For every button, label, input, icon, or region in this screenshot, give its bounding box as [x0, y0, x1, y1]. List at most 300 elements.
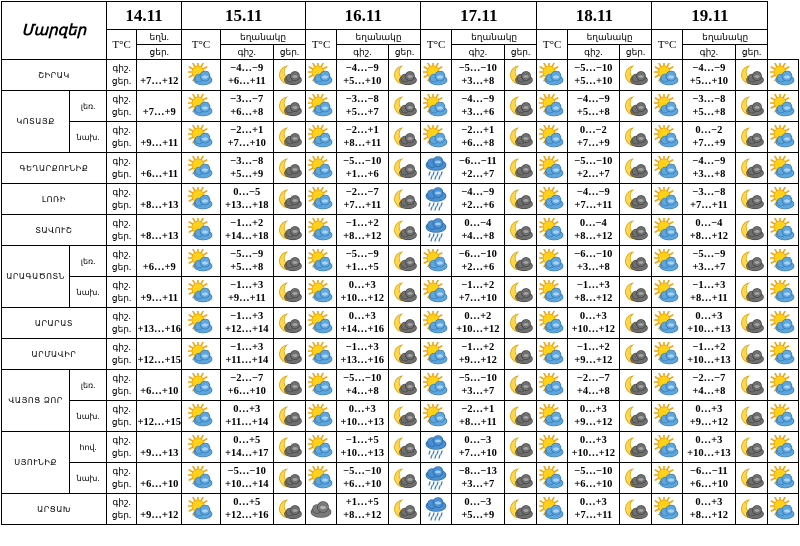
partly-cloudy-sun-icon	[768, 125, 798, 149]
night-temp: −4…−9	[461, 187, 495, 198]
moon-cloud-icon	[389, 156, 421, 180]
temperature-value	[567, 463, 619, 494]
day-temp: +5…+10	[343, 76, 382, 87]
temperature-value	[220, 339, 273, 370]
night-day-label	[106, 215, 137, 246]
temperature-value	[220, 153, 273, 184]
day-label: ցեր.	[111, 169, 132, 179]
night-temp: −1…+2	[576, 342, 610, 353]
weather-night-cell	[735, 401, 768, 432]
temperature-value	[220, 122, 273, 153]
day-temp: +8…+12	[689, 231, 728, 242]
date-header: 15.11	[182, 2, 306, 30]
partly-cloudy-sun-icon	[306, 280, 336, 304]
weather-night-cell	[273, 153, 306, 184]
day-temp: +9…+13	[140, 448, 179, 459]
temperature-value	[567, 432, 619, 463]
weather-night-cell	[388, 277, 421, 308]
day-temp: +8…+11	[343, 138, 382, 149]
night-temp: −5…−10	[343, 373, 382, 384]
day-temp: +10…+13	[340, 417, 385, 428]
temp-col-header: T°C	[106, 30, 137, 60]
partly-cloudy-sun-icon	[537, 404, 567, 428]
partly-cloudy-sun-icon	[182, 280, 220, 304]
day-temp: +7…+11	[574, 200, 613, 211]
partly-cloudy-sun-icon	[652, 156, 682, 180]
temperature-value	[682, 370, 735, 401]
day-temp: +6…+9	[142, 262, 176, 273]
region-name: ԱՐՑԱԽ	[2, 494, 107, 525]
date-header: 18.11	[537, 2, 652, 30]
weather-night-cell	[273, 246, 306, 277]
weather-day-cell	[652, 60, 683, 91]
weather-night-cell	[619, 60, 652, 91]
day-temp: +7…+11	[343, 200, 382, 211]
weather-night-cell	[735, 122, 768, 153]
region-name: ԿՈՏԱՅՔ	[2, 91, 70, 153]
temperature-value	[220, 401, 273, 432]
partly-cloudy-sun-icon	[537, 63, 567, 87]
temperature-value	[567, 184, 619, 215]
temperature-value	[567, 339, 619, 370]
partly-cloudy-sun-icon	[537, 218, 567, 242]
weather-day-cell	[537, 184, 568, 215]
day-temp: +8…+12	[574, 293, 613, 304]
weather-night-cell	[504, 494, 537, 525]
partly-cloudy-sun-icon	[652, 187, 682, 211]
night-temp: −3…−8	[345, 94, 379, 105]
partly-cloudy-sun-icon	[306, 342, 336, 366]
weather-day-cell	[537, 215, 568, 246]
day-temp: +13…+18	[225, 200, 269, 211]
weather-night-cell	[388, 91, 421, 122]
night-temp: −6…−11	[458, 156, 497, 167]
weather-day-cell	[768, 370, 799, 401]
night-day-label	[106, 401, 137, 432]
night-temp: −2…+1	[230, 125, 264, 136]
moon-cloud-icon	[389, 466, 421, 490]
weather-col-header: եղն.	[137, 30, 182, 45]
weather-night-cell	[735, 215, 768, 246]
weather-subheader-night: գիշ.	[336, 45, 388, 60]
weather-day-cell	[306, 401, 337, 432]
region-row	[2, 432, 799, 463]
night-temp: −2…−7	[576, 373, 610, 384]
region-name: ԱՐԱՐԱՏ	[2, 308, 107, 339]
night-temp: 0…+3	[348, 404, 376, 415]
moon-cloud-icon	[274, 342, 306, 366]
weather-day-cell	[768, 432, 799, 463]
rain-cloud-icon	[421, 156, 451, 180]
day-temp: +4…+8	[576, 386, 610, 397]
weather-day-cell	[421, 432, 452, 463]
partly-cloudy-sun-icon	[537, 156, 567, 180]
partly-cloudy-sun-icon	[421, 404, 451, 428]
weather-night-cell	[388, 60, 421, 91]
weather-col-header: եղանակը	[220, 30, 306, 45]
temperature-value	[336, 370, 388, 401]
partly-cloudy-sun-icon	[182, 249, 220, 273]
night-label: գիշ.	[112, 249, 131, 259]
weather-day-cell	[652, 463, 683, 494]
weather-day-cell	[768, 91, 799, 122]
weather-day-cell	[537, 122, 568, 153]
weather-day-cell	[768, 153, 799, 184]
subregion-label: նախ.	[70, 463, 107, 494]
moon-cloud-icon	[505, 187, 537, 211]
temperature-value	[220, 246, 273, 277]
temperature-value	[137, 215, 182, 246]
night-day-label	[106, 153, 137, 184]
weather-night-cell	[735, 463, 768, 494]
night-temp: 0…−3	[464, 435, 492, 446]
temperature-value	[220, 277, 273, 308]
day-temp: +12…+15	[137, 417, 181, 428]
temperature-value	[336, 60, 388, 91]
subregion-label: հով.	[70, 432, 107, 463]
partly-cloudy-sun-icon	[537, 280, 567, 304]
date-header: 17.11	[421, 2, 537, 30]
night-day-label	[106, 277, 137, 308]
temp-col-header: T°C	[421, 30, 452, 60]
temperature-value	[336, 494, 388, 525]
weather-subheader-night: գիշ.	[682, 45, 735, 60]
temperature-value	[682, 246, 735, 277]
weather-day-cell	[768, 215, 799, 246]
moon-cloud-icon	[505, 63, 537, 87]
weather-cell	[182, 60, 221, 91]
partly-cloudy-sun-icon	[768, 404, 798, 428]
weather-cell	[182, 153, 221, 184]
night-temp: −1…+5	[345, 435, 379, 446]
day-temp: +5…+8	[692, 107, 726, 118]
weather-day-cell	[421, 463, 452, 494]
partly-cloudy-sun-icon	[768, 373, 798, 397]
partly-cloudy-sun-icon	[652, 125, 682, 149]
weather-col-header: եղանակը	[567, 30, 651, 45]
night-temp: −2…−7	[230, 373, 264, 384]
temperature-value	[137, 339, 182, 370]
temperature-value	[336, 153, 388, 184]
weather-night-cell	[388, 122, 421, 153]
moon-cloud-icon	[736, 280, 768, 304]
moon-cloud-icon	[389, 342, 421, 366]
partly-cloudy-sun-icon	[537, 187, 567, 211]
moon-cloud-icon	[505, 218, 537, 242]
temperature-value	[451, 215, 504, 246]
weather-night-cell	[273, 122, 306, 153]
night-temp: −1…+3	[230, 342, 264, 353]
night-day-label	[106, 91, 137, 122]
region-row	[2, 494, 799, 525]
temperature-value	[336, 277, 388, 308]
night-temp: −5…−10	[458, 63, 497, 74]
partly-cloudy-sun-icon	[182, 497, 220, 521]
day-temp: +3…+6	[461, 107, 495, 118]
day-temp: +10…+12	[571, 324, 616, 335]
weather-day-cell	[537, 277, 568, 308]
weather-night-cell	[619, 122, 652, 153]
moon-cloud-icon	[389, 280, 421, 304]
weather-day-cell	[652, 370, 683, 401]
day-temp: +3…+7	[692, 262, 726, 273]
weather-night-cell	[735, 339, 768, 370]
day-temp: +8…+12	[574, 231, 613, 242]
weather-night-cell	[619, 246, 652, 277]
moon-cloud-icon	[505, 249, 537, 273]
moon-cloud-icon	[505, 125, 537, 149]
partly-cloudy-sun-icon	[652, 497, 682, 521]
moon-cloud-icon	[736, 94, 768, 118]
moon-cloud-icon	[620, 280, 652, 304]
moon-cloud-icon	[389, 218, 421, 242]
region-name: ՎԱՅՈՑ ՁՈՐ	[2, 370, 70, 432]
moon-cloud-icon	[505, 435, 537, 459]
weather-day-cell	[652, 215, 683, 246]
moon-cloud-icon	[274, 156, 306, 180]
temperature-value	[137, 463, 182, 494]
partly-cloudy-sun-icon	[768, 63, 798, 87]
day-temp: +14…+18	[225, 231, 269, 242]
day-label: ցեր.	[111, 262, 132, 272]
weather-day-cell	[652, 339, 683, 370]
night-day-label	[106, 246, 137, 277]
partly-cloudy-sun-icon	[182, 125, 220, 149]
day-temp: +5…+10	[689, 76, 728, 87]
day-temp: +1…+5	[345, 262, 379, 273]
weather-night-cell	[504, 432, 537, 463]
weather-cell	[182, 215, 221, 246]
partly-cloudy-sun-icon	[306, 63, 336, 87]
day-temp: +6…+8	[230, 107, 264, 118]
weather-night-cell	[619, 370, 652, 401]
day-temp: +4…+8	[461, 231, 495, 242]
moon-cloud-icon	[274, 435, 306, 459]
temperature-value	[137, 122, 182, 153]
weather-cell	[182, 184, 221, 215]
day-temp: +5…+8	[230, 262, 264, 273]
weather-day-cell	[768, 184, 799, 215]
day-temp: +4…+8	[345, 386, 379, 397]
temperature-value	[137, 432, 182, 463]
weather-day-cell	[306, 122, 337, 153]
day-temp: +5…+7	[345, 107, 379, 118]
day-temp: +8…+13	[140, 200, 179, 211]
weather-subheader-day: ցեր.	[504, 45, 537, 60]
night-temp: −3…−8	[692, 187, 726, 198]
weather-col-header: եղանակը	[682, 30, 768, 45]
temperature-value	[682, 184, 735, 215]
moon-cloud-icon	[505, 280, 537, 304]
weather-day-cell	[306, 184, 337, 215]
partly-cloudy-sun-icon	[421, 280, 451, 304]
night-temp: −1…+2	[692, 342, 726, 353]
partly-cloudy-sun-icon	[537, 94, 567, 118]
weather-subheader-night: գիշ.	[567, 45, 619, 60]
moon-cloud-icon	[620, 249, 652, 273]
day-label: ցեր.	[111, 417, 132, 427]
temperature-value	[451, 277, 504, 308]
day-temp: +12…+16	[225, 510, 269, 521]
night-temp: −3…−8	[692, 94, 726, 105]
partly-cloudy-sun-icon	[652, 373, 682, 397]
weather-night-cell	[273, 184, 306, 215]
partly-cloudy-sun-icon	[768, 249, 798, 273]
partly-cloudy-sun-icon	[182, 373, 220, 397]
weather-subheader-day: ցեր.	[273, 45, 306, 60]
day-temp: +10…+13	[687, 324, 731, 335]
night-day-label	[106, 60, 137, 91]
moon-cloud-icon	[274, 63, 306, 87]
partly-cloudy-sun-icon	[306, 311, 336, 335]
region-row	[2, 184, 799, 215]
night-temp: 0…+3	[695, 435, 723, 446]
partly-cloudy-sun-icon	[182, 94, 220, 118]
weather-day-cell	[421, 401, 452, 432]
weather-night-cell	[273, 401, 306, 432]
day-temp: +4…+8	[692, 386, 726, 397]
temperature-value	[567, 277, 619, 308]
night-day-label	[106, 370, 137, 401]
day-label: ցեր.	[111, 76, 132, 86]
night-label: գիշ.	[112, 94, 131, 104]
weather-day-cell	[652, 122, 683, 153]
day-temp: +5…+8	[576, 107, 610, 118]
region-row	[2, 60, 799, 91]
partly-cloudy-sun-icon	[306, 125, 336, 149]
weather-cell	[182, 122, 221, 153]
night-day-label	[106, 122, 137, 153]
temperature-value	[336, 122, 388, 153]
weather-subheader-night: գիշ.	[220, 45, 273, 60]
weather-night-cell	[735, 308, 768, 339]
weather-day-cell	[768, 463, 799, 494]
moon-cloud-icon	[389, 435, 421, 459]
night-temp: −6…−11	[690, 466, 728, 477]
partly-cloudy-sun-icon	[182, 156, 220, 180]
temperature-value	[220, 432, 273, 463]
weather-night-cell	[735, 277, 768, 308]
day-temp: +5…+9	[461, 510, 495, 521]
weather-day-cell	[537, 153, 568, 184]
night-temp: −2…−7	[692, 373, 726, 384]
night-label: գիշ.	[112, 342, 131, 352]
night-temp: −5…−10	[574, 156, 613, 167]
temperature-value	[336, 215, 388, 246]
night-temp: −4…−9	[230, 63, 264, 74]
day-temp: +3…+7	[461, 479, 495, 490]
moon-cloud-icon	[389, 94, 421, 118]
weather-subheader-day: ցեր.	[619, 45, 652, 60]
day-temp: +10…+13	[340, 448, 385, 459]
night-temp: 0…−4	[695, 218, 723, 229]
temperature-value	[220, 308, 273, 339]
partly-cloudy-sun-icon	[306, 435, 336, 459]
partly-cloudy-sun-icon	[537, 249, 567, 273]
temperature-value	[682, 277, 735, 308]
weather-day-cell	[768, 401, 799, 432]
night-temp: −1…+3	[692, 280, 726, 291]
weather-night-cell	[388, 308, 421, 339]
partly-cloudy-sun-icon	[421, 125, 451, 149]
temperature-value	[220, 463, 273, 494]
weather-night-cell	[273, 277, 306, 308]
temperature-value	[567, 153, 619, 184]
day-temp: +10…+14	[225, 479, 269, 490]
temperature-value	[567, 215, 619, 246]
weather-day-cell	[537, 246, 568, 277]
weather-night-cell	[735, 494, 768, 525]
partly-cloudy-sun-icon	[768, 342, 798, 366]
moon-cloud-icon	[736, 404, 768, 428]
night-temp: −4…−9	[576, 187, 610, 198]
weather-day-cell	[306, 246, 337, 277]
night-temp: −5…−10	[458, 373, 497, 384]
weather-night-cell	[504, 215, 537, 246]
weather-night-cell	[504, 463, 537, 494]
moon-cloud-icon	[274, 404, 306, 428]
partly-cloudy-sun-icon	[768, 466, 798, 490]
temperature-value	[451, 494, 504, 525]
day-temp: +7…+10	[458, 293, 497, 304]
weather-day-cell	[537, 370, 568, 401]
day-temp: +12…+14	[225, 324, 269, 335]
day-temp: +7…+10	[227, 138, 266, 149]
date-header: 16.11	[306, 2, 421, 30]
moon-cloud-icon	[389, 125, 421, 149]
temp-col-header: T°C	[306, 30, 337, 60]
day-label: ցեր.	[111, 510, 132, 520]
weather-cell	[182, 432, 221, 463]
night-temp: −8…−13	[458, 466, 497, 477]
temperature-value	[567, 91, 619, 122]
night-label: գիշ.	[112, 404, 131, 414]
weather-cell	[182, 339, 221, 370]
temperature-value	[137, 401, 182, 432]
day-temp: +6…+11	[140, 169, 179, 180]
night-day-label	[106, 339, 137, 370]
weather-day-cell	[768, 122, 799, 153]
temperature-value	[220, 494, 273, 525]
day-label: ցեր.	[111, 138, 132, 148]
night-temp: −5…−10	[343, 466, 382, 477]
moon-cloud-icon	[274, 125, 306, 149]
region-name: ՍՅՈՒՆԻՔ	[2, 432, 70, 494]
night-label: գիշ.	[112, 218, 131, 228]
weather-night-cell	[619, 401, 652, 432]
moon-cloud-icon	[274, 94, 306, 118]
day-temp: +3…+8	[692, 169, 726, 180]
temperature-value	[567, 308, 619, 339]
weather-day-cell	[306, 432, 337, 463]
day-temp: +9…+12	[574, 417, 613, 428]
temperature-value	[336, 339, 388, 370]
weather-day-cell	[306, 215, 337, 246]
weather-night-cell	[388, 370, 421, 401]
date-header: 14.11	[106, 2, 181, 30]
weather-day-cell	[306, 463, 337, 494]
moon-cloud-icon	[274, 280, 306, 304]
day-label: ցեր.	[111, 386, 132, 396]
weather-night-cell	[619, 463, 652, 494]
weather-night-cell	[504, 60, 537, 91]
moon-cloud-icon	[389, 249, 421, 273]
partly-cloudy-sun-icon	[768, 497, 798, 521]
weather-day-cell	[537, 308, 568, 339]
region-name: ԱՐՄԱՎԻՐ	[2, 339, 107, 370]
moon-cloud-icon	[274, 249, 306, 273]
moon-cloud-icon	[736, 342, 768, 366]
